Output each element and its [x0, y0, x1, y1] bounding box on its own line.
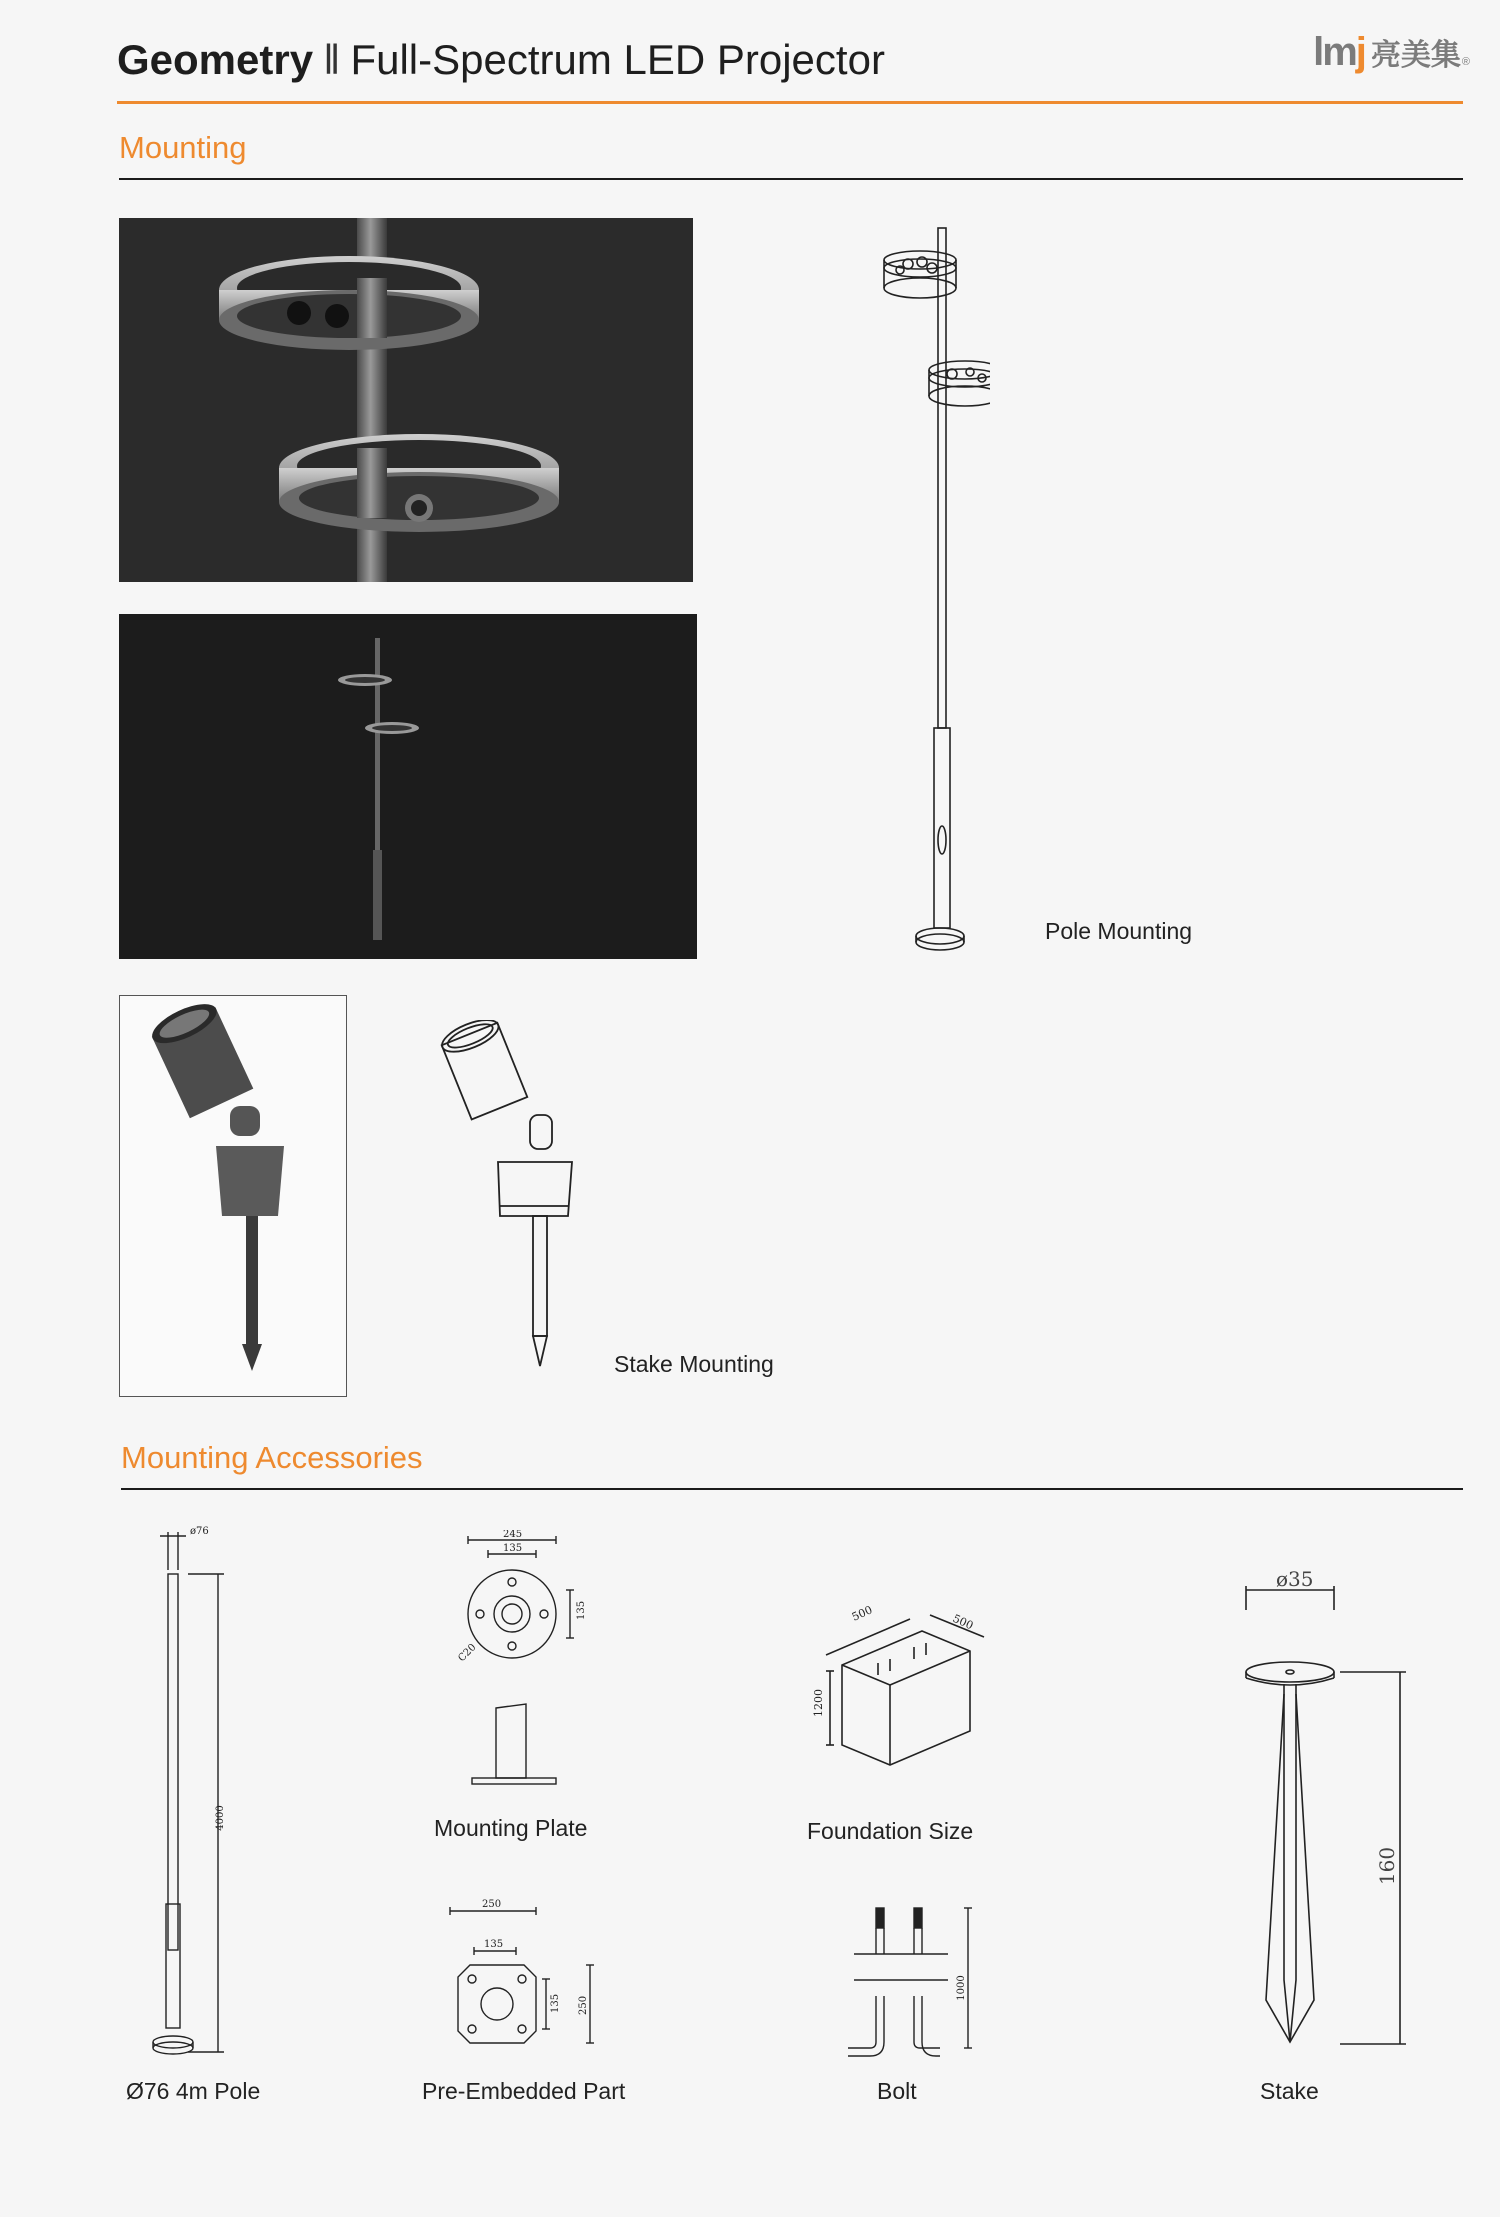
pre-embedded-label: Pre-Embedded Part	[422, 2078, 626, 2104]
pole-full-illustration	[119, 614, 697, 959]
stake-mounting-caption: Stake Mounting	[614, 1351, 774, 1377]
dim-pole-len: 4000	[215, 1805, 226, 1831]
stake-drawing	[1230, 1560, 1430, 2060]
bolt-label: Bolt	[877, 2078, 917, 2104]
brand-logo	[1313, 30, 1470, 75]
dim-plate-hole: C20	[456, 1641, 479, 1665]
page-title	[117, 30, 885, 90]
pole-closeup-photo	[119, 218, 693, 582]
logo-lm: lm	[1313, 30, 1356, 74]
dim-plate-inner: 135	[503, 1543, 523, 1554]
logo-j: j	[1355, 30, 1367, 74]
pole-mounting-caption: Pole Mounting	[1045, 918, 1193, 944]
pre-embedded-drawing	[440, 1895, 610, 2065]
dim-found-a: 500	[849, 1603, 875, 1624]
mounting-rule	[119, 178, 1463, 180]
foundation-drawing	[790, 1575, 1010, 1775]
title-bold: Geometry	[117, 36, 314, 83]
dim-found-h: 1200	[812, 1689, 825, 1717]
section-title-mounting: Mounting	[119, 130, 247, 165]
pole-4m-label: Ø76 4m Pole	[126, 2078, 261, 2104]
pole-mounting-drawing	[860, 220, 990, 960]
title-rest: Full-Spectrum LED Projector	[350, 36, 885, 83]
dim-emb-h: 250	[578, 1995, 589, 2015]
pole-4m-dims	[180, 1520, 240, 2060]
bolt-drawing	[840, 1900, 990, 2060]
dim-emb-h-inner: 135	[550, 1993, 561, 2013]
stake-photo	[119, 995, 347, 1397]
stake-mounting-drawing	[440, 1020, 580, 1380]
section-title-accessories: Mounting Accessories	[121, 1440, 423, 1475]
pole-full-photo	[119, 614, 697, 959]
stake-photo-illustration	[120, 996, 346, 1396]
logo-registered: ®	[1461, 56, 1470, 68]
dim-bolt-h: 1000	[956, 1975, 967, 2001]
title-separator: ‖	[323, 36, 341, 83]
mounting-plate-drawing	[440, 1530, 600, 1830]
dim-emb-w: 250	[482, 1899, 502, 1910]
logo-cn: 亮美集	[1370, 39, 1461, 72]
dim-found-b: 500	[950, 1611, 976, 1633]
foundation-label: Foundation Size	[807, 1818, 974, 1844]
stake-label: Stake	[1260, 2078, 1319, 2104]
dim-stake-dia: ø35	[1276, 1567, 1314, 1591]
dim-plate-h: 135	[576, 1600, 587, 1620]
header-rule	[117, 101, 1463, 104]
mounting-plate-label: Mounting Plate	[434, 1815, 588, 1841]
dim-emb-inner: 135	[484, 1939, 504, 1950]
dim-pole-dia: ø76	[190, 1526, 209, 1537]
accessories-rule	[121, 1488, 1463, 1490]
pole-closeup-illustration	[119, 218, 693, 582]
dim-plate-w: 245	[503, 1530, 523, 1540]
dim-stake-len: 160	[1375, 1846, 1399, 1886]
